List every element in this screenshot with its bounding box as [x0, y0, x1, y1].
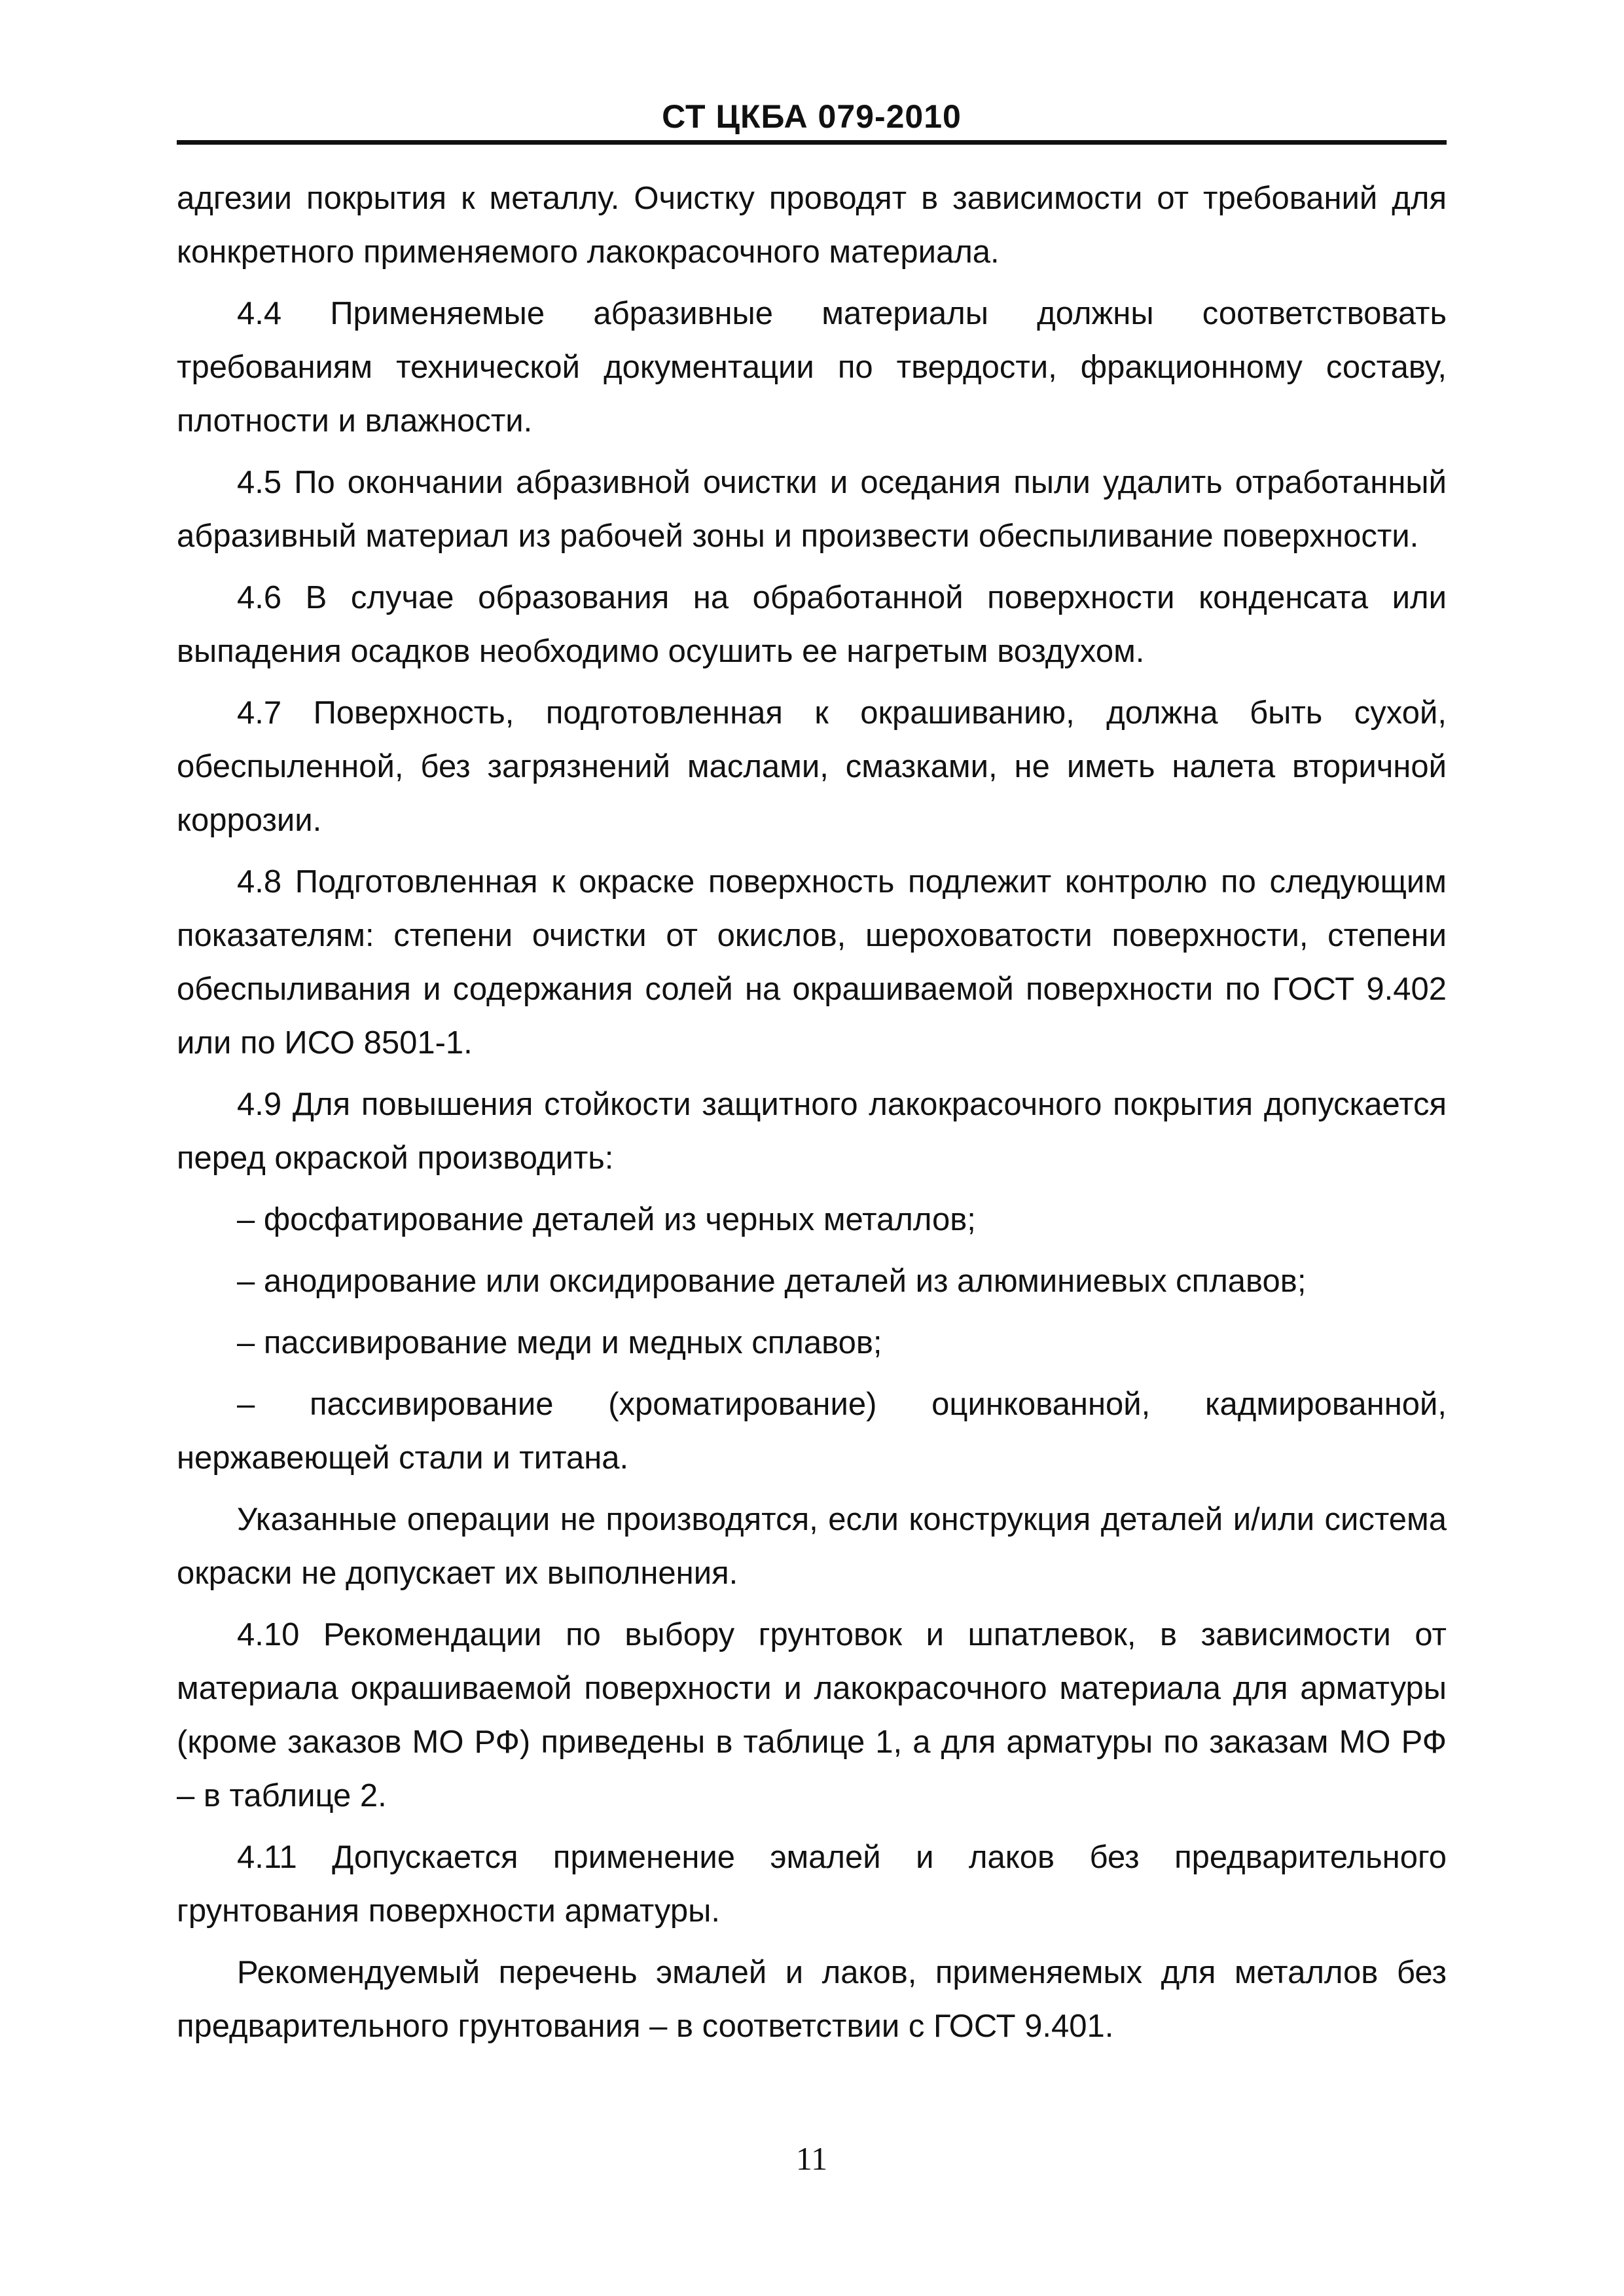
document-code: СТ ЦКБА 079-2010	[662, 98, 962, 135]
paragraph-4-11: 4.11 Допускается применение эмалей и лаков без предварительного грунтования поверхности арматуры.	[177, 1840, 1447, 1929]
list-item-copper-passivation: – пассивирование меди и медных сплавов;	[237, 1325, 882, 1360]
paragraph-4-9: 4.9 Для повышения стойкости защитного лакокрасочного покрытия допускается перед окраской производить:	[177, 1087, 1447, 1176]
page-number: 11	[795, 2140, 828, 2177]
paragraph-4-6: 4.6 В случае образования на обработанной поверхности конденсата или выпадения осадков необходимо осушить ее нагретым воздухом.	[177, 580, 1447, 669]
list-item-phosphating: – фосфатирование деталей из черных металлов;	[237, 1202, 976, 1237]
paragraph-4-5: 4.5 По окончании абразивной очистки и оседания пыли удалить отработанный абразивный материал из рабочей зоны и произвести обеспыливание поверхности.	[177, 465, 1447, 554]
header-divider	[177, 140, 1447, 145]
paragraph-continuation: адгезии покрытия к металлу. Очистку проводят в зависимости от требований для конкретного применяемого лакокрасочного материала.	[177, 181, 1447, 270]
paragraph-4-10: 4.10 Рекомендации по выбору грунтовок и шпатлевок, в зависимости от материала окрашиваемой поверхности и лакокрасочного материала для арматуры (кроме заказов МО РФ) приведены в таблице 1, а для арматуры по заказам МО РФ – в таблице 2.	[177, 1617, 1447, 1813]
paragraph-note-operations: Указанные операции не производятся, если конструкция деталей и/или система окраски не допускает их выполнения.	[177, 1502, 1447, 1591]
paragraph-4-7: 4.7 Поверхность, подготовленная к окрашиванию, должна быть сухой, обеспыленной, без загрязнений маслами, смазками, не иметь налета вторичной коррозии.	[177, 695, 1447, 838]
list-item-anodizing: – анодирование или оксидирование деталей из алюминиевых сплавов;	[237, 1264, 1307, 1299]
document-body	[177, 172, 1447, 2061]
paragraph-4-8: 4.8 Подготовленная к окраске поверхность подлежит контролю по следующим показателям: степени очистки от окислов, шероховатости поверхности, степени обеспыливания и содержания солей на окрашиваемой поверхности по ГОСТ 9.402 или по ИСО 8501-1.	[177, 864, 1447, 1061]
paragraph-recommended-list: Рекомендуемый перечень эмалей и лаков, применяемых для металлов без предварительного грунтования – в соответствии с ГОСТ 9.401.	[177, 1955, 1447, 2044]
paragraph-4-4: 4.4 Применяемые абразивные материалы должны соответствовать требованиям технической документации по твердости, фракционному составу, плотности и влажности.	[177, 296, 1447, 439]
page-header	[177, 97, 1447, 136]
list-item-chromating: – пассивирование (хроматирование) оцинкованной, кадмированной, нержавеющей стали и титана.	[177, 1387, 1447, 1476]
